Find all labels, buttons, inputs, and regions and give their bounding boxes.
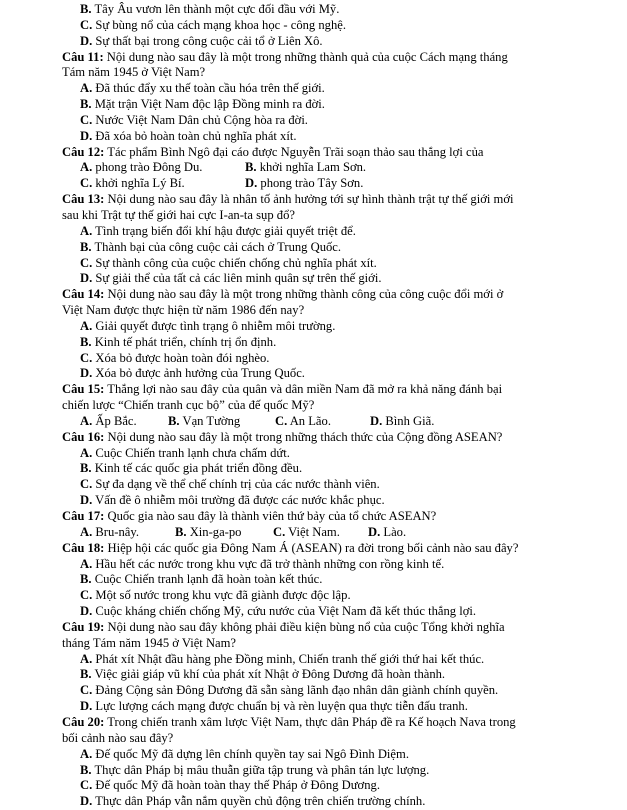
answer-option	[62, 652, 590, 668]
question-number: Câu 11:	[62, 49, 104, 64]
answer-option	[62, 335, 590, 351]
option-letter: C.	[80, 255, 93, 270]
question-line	[62, 50, 590, 66]
answer-option	[62, 224, 590, 240]
question-number: Câu 14:	[62, 287, 105, 302]
option-letter: C.	[273, 524, 286, 539]
answer-option	[62, 319, 590, 335]
answer-option	[62, 794, 590, 810]
question-number: Câu 16:	[62, 429, 105, 444]
option-letter: D.	[80, 128, 93, 143]
option-text: Cuộc Chiến tranh lạnh chưa chấm dứt.	[92, 445, 290, 460]
question-line	[62, 145, 590, 161]
option-letter: C.	[80, 683, 93, 698]
answer-option	[368, 525, 428, 541]
option-text: Tình trạng biến đổi khí hậu được giải quyết triệt để.	[92, 223, 356, 238]
answer-option	[62, 34, 590, 50]
answer-option	[62, 604, 590, 620]
question-text-continued: sau khi Trật tự thế giới hai cực I-an-ta sụp đổ?	[62, 207, 295, 222]
option-text: phong trào Đông Du.	[92, 160, 203, 175]
option-text: Bình Giã.	[382, 413, 435, 428]
answer-option	[62, 667, 590, 683]
option-text: Thực dân Pháp vẫn nắm quyền chủ động trên chiến trường chính.	[92, 794, 426, 809]
option-text: khởi nghĩa Lam Sơn.	[256, 160, 367, 175]
question-text: Tác phẩm Bình Ngô đại cáo được Nguyễn Trãi soạn thảo sau thắng lợi của	[104, 144, 484, 159]
question-line	[62, 430, 590, 446]
option-text: Mặt trận Việt Nam độc lập Đồng minh ra đời.	[91, 97, 325, 112]
option-letter: D.	[80, 604, 93, 619]
option-letter: A.	[80, 746, 93, 761]
option-text: Một số nước trong khu vực đã giành được độc lập.	[92, 588, 351, 603]
question-number: Câu 18:	[62, 540, 105, 555]
question-number: Câu 20:	[62, 714, 105, 729]
option-text: Thành bại của công cuộc cải cách ở Trung Quốc.	[91, 239, 342, 254]
answer-option	[62, 113, 590, 129]
answer-option	[245, 176, 445, 192]
option-letter: D.	[80, 271, 93, 286]
question-text: Hiệp hội các quốc gia Đông Nam Á (ASEAN) ra đời trong bối cảnh nào sau đây?	[104, 540, 519, 555]
option-text: Vạn Tường	[179, 413, 241, 428]
question-number: Câu 17:	[62, 509, 105, 523]
answer-options-row	[62, 414, 590, 430]
answer-option	[62, 240, 590, 256]
option-letter: C.	[80, 588, 93, 603]
question-text: Quốc gia nào sau đây là thành viên thứ bảy của tổ chức ASEAN?	[104, 509, 437, 523]
question-text: Thắng lợi nào sau đây của quân và dân miền Nam đã mở ra khả năng đánh bại	[104, 382, 503, 397]
option-text: Bru-nây.	[92, 524, 139, 539]
option-text: Lực lượng cách mạng được chuẩn bị và rèn luyện qua thực tiễn đấu tranh.	[92, 699, 468, 714]
option-letter: B.	[168, 413, 180, 428]
option-text: Việc giải giáp vũ khí của phát xít Nhật ở Đông Dương đã hoàn thành.	[91, 667, 446, 682]
option-text: Hầu hết các nước trong khu vực đã trở thành những con rồng kinh tế.	[92, 556, 445, 571]
answer-option	[80, 414, 168, 430]
option-text: phong trào Tây Sơn.	[257, 176, 364, 191]
question-text: Nội dung nào sau đây là một trong những thách thức của Cộng đồng ASEAN?	[104, 429, 503, 444]
option-text: Thực dân Pháp bị mâu thuẫn giữa tập trung và phân tán lực lượng.	[91, 762, 430, 777]
option-letter: C.	[80, 176, 93, 191]
option-letter: B.	[245, 160, 257, 175]
option-text: Vấn đề ô nhiễm môi trường đã được các nước khắc phục.	[92, 493, 385, 508]
answer-option	[62, 477, 590, 493]
answer-option	[175, 525, 273, 541]
answer-option	[62, 81, 590, 97]
option-letter: B.	[80, 239, 92, 254]
question-text: Trong chiến tranh xâm lược Việt Nam, thực dân Pháp đề ra Kế hoạch Nava trong	[104, 714, 516, 729]
answer-option	[62, 18, 590, 34]
option-letter: A.	[80, 524, 93, 539]
option-letter: C.	[80, 350, 93, 365]
option-letter: D.	[80, 794, 93, 809]
option-text: Ấp Bắc.	[92, 413, 137, 428]
answer-option	[80, 160, 245, 176]
option-letter: A.	[80, 223, 93, 238]
option-letter: C.	[80, 17, 93, 32]
option-letter: A.	[80, 318, 93, 333]
option-letter: A.	[80, 81, 93, 96]
option-letter: B.	[80, 334, 92, 349]
option-text: An Lão.	[287, 413, 331, 428]
option-letter: A.	[80, 556, 93, 571]
question-text: Nội dung nào sau đây là nhân tố ảnh hưởng tới sự hình thành trật tự thế giới mới	[104, 192, 514, 207]
question-number: Câu 15:	[62, 382, 105, 397]
option-text: Lào.	[380, 524, 407, 539]
option-letter: A.	[80, 160, 93, 175]
option-letter: C.	[80, 477, 93, 492]
question-text: Nội dung nào sau đây là một trong những thành công của công cuộc đổi mới ở	[104, 287, 504, 302]
answer-option	[62, 256, 590, 272]
answer-option	[80, 176, 245, 192]
answer-option	[62, 271, 590, 287]
option-letter: B.	[80, 97, 92, 112]
answer-options-row	[62, 525, 590, 541]
option-text: Cuộc Chiến tranh lạnh đã hoàn toàn kết thúc.	[91, 572, 323, 587]
question-text: Nội dung nào sau đây không phải điều kiện bùng nổ của cuộc Tổng khởi nghĩa	[104, 619, 505, 634]
question-text-continued: Việt Nam được thực hiện từ năm 1986 đến nay?	[62, 303, 305, 318]
answer-option	[62, 446, 590, 462]
option-text: Đảng Cộng sản Đông Dương đã sẵn sàng lãnh đạo nhân dân giành chính quyền.	[92, 683, 499, 698]
option-text: Kinh tế phát triển, chính trị ổn định.	[91, 334, 277, 349]
answer-option	[62, 699, 590, 715]
answer-option	[62, 763, 590, 779]
answer-option	[62, 778, 590, 794]
option-letter: B.	[80, 572, 92, 587]
answer-option	[168, 414, 275, 430]
question-line	[62, 509, 590, 525]
exam-document	[62, 2, 590, 810]
option-text: Sự thành công của cuộc chiến chống chủ nghĩa phát xít.	[92, 255, 377, 270]
option-letter: D.	[80, 33, 93, 48]
option-text: Kinh tế các quốc gia phát triển đồng đều.	[91, 461, 303, 476]
answer-option	[62, 747, 590, 763]
question-number: Câu 19:	[62, 619, 105, 634]
question-line	[62, 715, 590, 731]
option-letter: A.	[80, 651, 93, 666]
option-text: Phát xít Nhật đầu hàng phe Đồng minh, Chiến tranh thế giới thứ hai kết thúc.	[92, 651, 485, 666]
answer-option	[62, 461, 590, 477]
option-letter: B.	[80, 2, 92, 16]
question-line	[62, 287, 590, 303]
question-line	[62, 192, 590, 208]
option-letter: B.	[175, 524, 187, 539]
answer-option	[275, 414, 370, 430]
answer-option	[62, 97, 590, 113]
option-text: Sự thất bại trong công cuộc cải tổ ở Liên Xô.	[92, 33, 323, 48]
option-text: Cuộc kháng chiến chống Mỹ, cứu nước của Việt Nam đã kết thúc thắng lợi.	[92, 604, 477, 619]
option-text: Đế quốc Mỹ đã hoàn toàn thay thế Pháp ở Đông Dương.	[92, 778, 380, 793]
answer-options-row	[62, 176, 590, 192]
answer-option	[370, 414, 460, 430]
answer-option	[62, 588, 590, 604]
question-line	[62, 541, 590, 557]
question-text-continued: tháng Tám năm 1945 ở Việt Nam?	[62, 635, 237, 650]
option-letter: B.	[80, 461, 92, 476]
answer-option	[62, 2, 590, 18]
option-letter: B.	[80, 762, 92, 777]
option-text: Sự bùng nổ của cách mạng khoa học - công nghệ.	[92, 17, 346, 32]
question-number: Câu 13:	[62, 192, 105, 207]
answer-option	[62, 493, 590, 509]
option-letter: A.	[80, 445, 93, 460]
answer-option	[62, 129, 590, 145]
option-letter: D.	[368, 524, 381, 539]
option-letter: A.	[80, 413, 93, 428]
option-letter: B.	[80, 667, 92, 682]
option-text: Xin-ga-po	[186, 524, 242, 539]
option-text: khởi nghĩa Lý Bí.	[92, 176, 185, 191]
option-text: Đế quốc Mỹ đã dựng lên chính quyền tay sai Ngô Đình Diệm.	[92, 746, 409, 761]
answer-option	[273, 525, 368, 541]
option-text: Xóa bỏ được ảnh hưởng của Trung Quốc.	[92, 366, 305, 381]
question-text-continued: Tám năm 1945 ở Việt Nam?	[62, 65, 206, 80]
option-letter: D.	[245, 176, 258, 191]
question-text-continued: chiến lược “Chiến tranh cục bộ” của đế quốc Mỹ?	[62, 398, 315, 413]
option-letter: D.	[80, 699, 93, 714]
option-letter: D.	[80, 366, 93, 381]
answer-option	[62, 572, 590, 588]
option-letter: C.	[80, 778, 93, 793]
option-text: Tây Âu vươn lên thành một cực đối đầu với Mỹ.	[91, 2, 340, 16]
answer-option	[62, 366, 590, 382]
option-text: Đã xóa bỏ hoàn toàn chủ nghĩa phát xít.	[92, 128, 297, 143]
answer-option	[62, 557, 590, 573]
option-text: Nước Việt Nam Dân chủ Cộng hòa ra đời.	[92, 112, 308, 127]
question-text-continued: bối cảnh nào sau đây?	[62, 730, 174, 745]
option-letter: D.	[370, 413, 383, 428]
option-letter: D.	[80, 493, 93, 508]
answer-option	[62, 683, 590, 699]
answer-option	[80, 525, 175, 541]
option-text: Đã thúc đẩy xu thế toàn cầu hóa trên thế giới.	[92, 81, 325, 96]
question-text: Nội dung nào sau đây là một trong những thành quả của cuộc Cách mạng tháng	[103, 49, 508, 64]
option-text: Xóa bỏ được hoàn toàn đói nghèo.	[92, 350, 270, 365]
option-letter: C.	[80, 112, 93, 127]
answer-option	[245, 160, 445, 176]
question-line	[62, 620, 590, 636]
option-text: Việt Nam.	[285, 524, 340, 539]
option-text: Giải quyết được tình trạng ô nhiễm môi trường.	[92, 318, 336, 333]
question-line	[62, 382, 590, 398]
option-text: Sự đa dạng về thể chế chính trị của các nước thành viên.	[92, 477, 380, 492]
answer-options-row	[62, 160, 590, 176]
answer-option	[62, 351, 590, 367]
option-letter: C.	[275, 413, 288, 428]
option-text: Sự giải thể của tất cả các liên minh quân sự trên thế giới.	[92, 271, 382, 286]
question-number: Câu 12:	[62, 144, 105, 159]
